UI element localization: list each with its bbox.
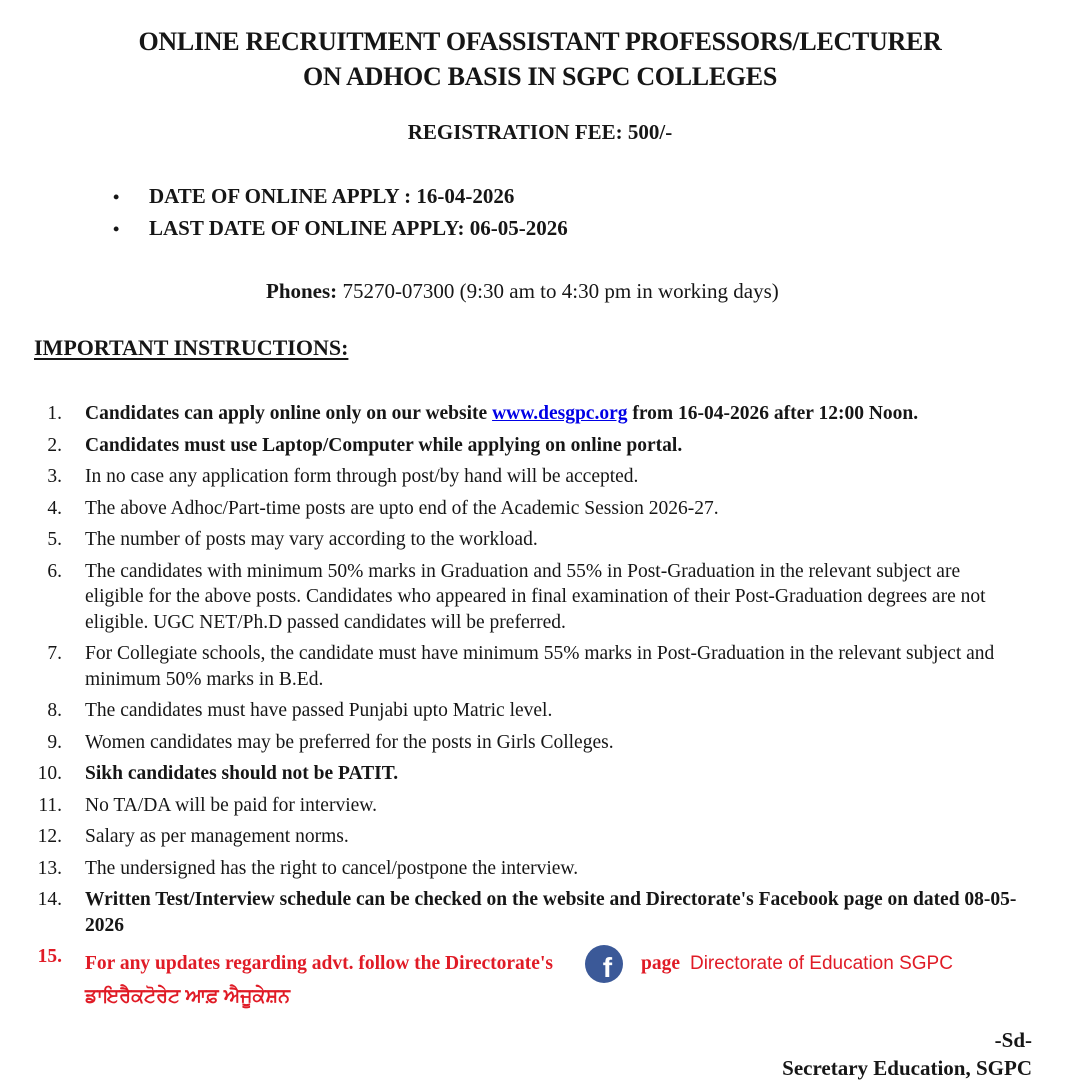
phones-value: 75270-07300 (9:30 am to 4:30 pm in working days) xyxy=(337,279,779,303)
instructions-list xyxy=(0,401,1080,1010)
instruction-item-3 xyxy=(20,464,1022,490)
phones-line xyxy=(266,279,1080,304)
bullet-icon: • xyxy=(113,187,120,207)
item-number: 12. xyxy=(37,826,62,847)
signatory-title: Secretary Education, SGPC xyxy=(782,1055,1032,1080)
item-number: 9. xyxy=(47,731,62,753)
phones-label: Phones: xyxy=(266,279,338,303)
item-text: For any updates regarding advt. follow the Directorate's xyxy=(85,953,553,975)
item-number: 8. xyxy=(47,700,62,721)
item-text: No TA/DA will be paid for interview. xyxy=(85,794,377,816)
item-text: The candidates must have passed Punjabi upto Matric level. xyxy=(85,700,553,721)
item-text: In no case any application form through post/by hand will be accepted. xyxy=(85,466,639,487)
item-text: Candidates can apply online only on our website xyxy=(85,403,493,424)
instruction-item-8 xyxy=(20,698,1022,724)
instruction-item-11 xyxy=(20,793,1022,819)
signed-abbreviation: -Sd- xyxy=(994,1027,1032,1052)
item-number: 13. xyxy=(37,857,62,879)
instruction-item-5 xyxy=(20,527,1022,553)
facebook-icon: f xyxy=(585,945,623,983)
item-text: The number of posts may vary according to the workload. xyxy=(85,529,538,550)
list-item xyxy=(113,213,1080,245)
item-number: 14. xyxy=(37,889,62,910)
item-text: Women candidates may be preferred for the posts in Girls Colleges. xyxy=(85,731,614,753)
instruction-item-15 xyxy=(20,944,1022,1010)
title-line-1: ONLINE RECRUITMENT OFASSISTANT PROFESSORS/LECTURER xyxy=(138,27,942,56)
item-number: 6. xyxy=(47,560,62,582)
item-number: 5. xyxy=(47,529,62,550)
item-text: Salary as per management norms. xyxy=(85,826,349,847)
item-text: Written Test/Interview schedule can be checked on the website and Directorate's Facebook page on dated 08-05-2026 xyxy=(85,889,1017,936)
list-item xyxy=(113,181,1080,213)
item-text: The above Adhoc/Part-time posts are upto end of the Academic Session 2026-27. xyxy=(85,497,719,519)
document-title xyxy=(0,24,1080,94)
item-number: 1. xyxy=(47,403,62,424)
instruction-item-2 xyxy=(20,433,1022,459)
item-text: The undersigned has the right to cancel/postpone the interview. xyxy=(85,857,579,879)
instruction-item-13 xyxy=(20,856,1022,882)
last-date-of-online-apply: LAST DATE OF ONLINE APPLY: 06-05-2026 xyxy=(149,216,568,240)
item-number: 15. xyxy=(37,946,62,967)
page-label: page xyxy=(640,953,680,975)
instruction-item-1 xyxy=(20,401,1022,427)
website-link[interactable]: www.desgpc.org xyxy=(492,403,628,424)
instruction-item-7 xyxy=(20,641,1022,692)
item-number: 4. xyxy=(47,497,62,519)
item-number: 7. xyxy=(47,643,62,664)
facebook-page-name: Directorate of Education SGPC xyxy=(689,953,953,975)
item-text: Sikh candidates should not be PATIT. xyxy=(85,763,399,784)
instruction-item-14 xyxy=(20,887,1022,938)
item-text: For Collegiate schools, the candidate must have minimum 55% marks in Post-Graduation in the relevant subject and minimum 50% marks in B.Ed. xyxy=(85,643,995,690)
instruction-item-12 xyxy=(20,824,1022,850)
item-number: 10. xyxy=(37,763,62,784)
item-number: 2. xyxy=(47,434,62,456)
item-text: Candidates must use Laptop/Computer while applying on online portal. xyxy=(85,434,683,456)
instruction-item-4 xyxy=(20,496,1022,522)
registration-fee: REGISTRATION FEE: 500/- xyxy=(407,120,673,144)
punjabi-translation: ਡਾਇਰੈਕਟੋਰੇਟ ਆਫ਼ ਐਜੂਕੇਸ਼ਨ xyxy=(85,986,291,1007)
instruction-item-9 xyxy=(20,730,1022,756)
title-line-2: ON ADHOC BASIS IN SGPC COLLEGES xyxy=(303,62,777,91)
item-text: from 16-04-2026 after 12:00 Noon. xyxy=(627,403,919,424)
instructions-heading: IMPORTANT INSTRUCTIONS: xyxy=(34,335,349,360)
item-text: The candidates with minimum 50% marks in Graduation and 55% in Post-Graduation in the relevant subject are eligible for the above posts. Candidates who appeared in final examination of their Post-Graduation degrees are not eligible. UGC NET/Ph.D passed candidates will be preferred. xyxy=(85,560,986,633)
signature-block xyxy=(0,1026,1080,1082)
key-dates-list xyxy=(0,181,1080,245)
bullet-icon: • xyxy=(113,219,120,239)
instruction-item-10 xyxy=(20,761,1022,787)
date-of-online-apply: DATE OF ONLINE APPLY : 16-04-2026 xyxy=(149,184,515,208)
item-number: 11. xyxy=(38,794,62,816)
item-number: 3. xyxy=(47,466,62,487)
instruction-item-6 xyxy=(20,559,1022,636)
